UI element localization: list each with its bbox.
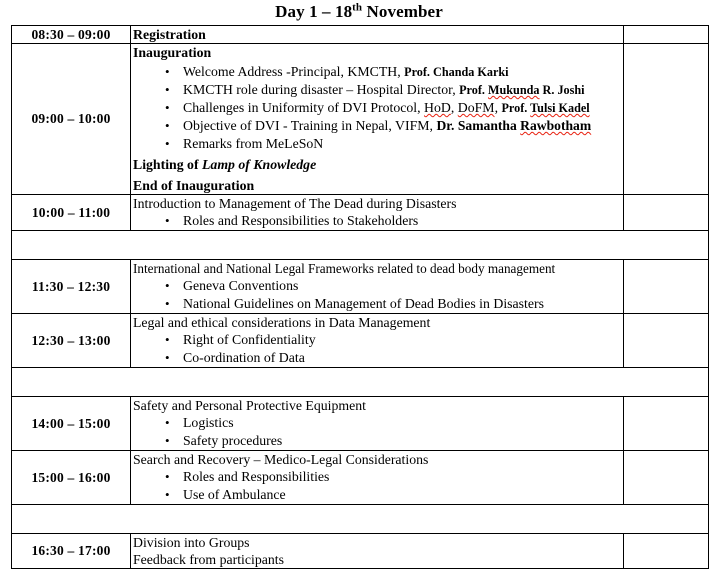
row-extra-cell <box>624 26 709 44</box>
list-item <box>131 63 623 81</box>
row-heading: Registration <box>133 27 206 42</box>
table-row <box>12 260 709 314</box>
row-bullet-list <box>131 63 623 153</box>
row-heading: Legal and ethical considerations in Data Management <box>133 315 431 330</box>
spacer-row <box>12 231 709 260</box>
list-item <box>131 414 623 432</box>
bullet-text: KMCTH role during disaster – Hospital Director, <box>183 82 460 97</box>
row-time-cell: 15:00 – 16:00 <box>12 451 131 505</box>
row-heading: International and National Legal Frameworks related to dead body management <box>133 261 556 276</box>
bullet-text: Geneva Conventions <box>183 278 299 293</box>
schedule-table <box>11 25 709 569</box>
row-topic-cell <box>131 314 624 368</box>
bullet-text: Roles and Responsibilities <box>183 469 330 484</box>
speaker-title: Prof. <box>459 83 488 97</box>
footer-emphasis: Lamp of Knowledge <box>202 157 317 172</box>
list-item <box>131 117 623 135</box>
row-bullet-list <box>131 331 623 367</box>
spacer-row <box>12 368 709 397</box>
speaker-name-misspelled: Tulsi Kadel <box>530 101 590 115</box>
page-title-suffix: November <box>362 2 443 21</box>
list-item <box>131 277 623 295</box>
table-row <box>12 314 709 368</box>
list-item <box>131 349 623 367</box>
row-topic-cell <box>131 397 624 451</box>
row-heading: Inauguration <box>133 45 212 60</box>
table-row <box>12 195 709 231</box>
row-extra-cell <box>624 397 709 451</box>
row-bullet-list <box>131 212 623 230</box>
table-row <box>12 534 709 569</box>
row-heading: Division into Groups <box>133 535 250 550</box>
speaker-title: Dr. Samantha <box>436 118 521 133</box>
separator: , <box>450 100 458 115</box>
row-time-cell: 12:30 – 13:00 <box>12 314 131 368</box>
row-extra-cell <box>624 451 709 505</box>
bullet-text: Right of Confidentiality <box>183 332 316 347</box>
row-extra-cell <box>624 314 709 368</box>
bullet-text: National Guidelines on Management of Dead Bodies in Disasters <box>183 296 544 311</box>
row-extra-cell <box>624 534 709 569</box>
list-item <box>131 212 623 230</box>
page-title-ordinal-suffix: th <box>352 1 363 14</box>
row-topic-cell <box>131 195 624 231</box>
footer-label: Lighting of <box>133 157 202 172</box>
bullet-text: Challenges in Uniformity of DVI Protocol, <box>183 100 425 115</box>
row-topic-cell <box>131 451 624 505</box>
row-time-cell: 14:00 – 15:00 <box>12 397 131 451</box>
speaker-name-tail: R. Joshi <box>539 83 585 97</box>
bullet-text: Welcome Address -Principal, KMCTH, <box>183 64 405 79</box>
row-bullet-list <box>131 277 623 313</box>
row-heading: Safety and Personal Protective Equipment <box>133 398 366 413</box>
bullet-text: Use of Ambulance <box>183 487 286 502</box>
abbrev-misspelled-hod: HoD <box>424 100 451 115</box>
page-title-prefix: Day 1 – 18 <box>275 2 353 21</box>
row-topic-cell <box>131 534 624 569</box>
separator: , <box>494 100 502 115</box>
row-time-cell: 08:30 – 09:00 <box>12 26 131 44</box>
speaker-name-misspelled: Mukunda <box>488 83 540 97</box>
bullet-text: Logistics <box>183 415 234 430</box>
page-title <box>0 0 718 25</box>
bullet-text: Remarks from MeLeSoN <box>183 136 324 151</box>
row-time-cell: 09:00 – 10:00 <box>12 44 131 195</box>
speaker-title: Prof. <box>501 101 531 115</box>
table-row <box>12 397 709 451</box>
list-item <box>131 432 623 450</box>
row-extra-cell <box>624 44 709 195</box>
row-time-cell: 11:30 – 12:30 <box>12 260 131 314</box>
row-footer-line: End of Inauguration <box>133 178 255 193</box>
list-item <box>131 81 623 99</box>
row-heading: Introduction to Management of The Dead during Disasters <box>133 196 457 211</box>
spacer-cell <box>12 505 709 534</box>
bullet-text: Co-ordination of Data <box>183 350 305 365</box>
list-item <box>131 295 623 313</box>
list-item <box>131 99 623 117</box>
row-topic-cell <box>131 260 624 314</box>
row-time-cell: 16:30 – 17:00 <box>12 534 131 569</box>
spacer-cell <box>12 368 709 397</box>
speaker-name-misspelled: Rawbotham <box>520 118 592 133</box>
list-item <box>131 331 623 349</box>
row-bullet-list <box>131 414 623 450</box>
bullet-text: Safety procedures <box>183 433 283 448</box>
row-time-cell: 10:00 – 11:00 <box>12 195 131 231</box>
table-row <box>12 26 709 44</box>
speaker-name: Prof. Chanda Karki <box>404 65 509 79</box>
abbrev-misspelled-dofm: DoFM <box>457 100 495 115</box>
spacer-row <box>12 505 709 534</box>
spacer-cell <box>12 231 709 260</box>
list-item <box>131 135 623 153</box>
schedule-table-body <box>12 26 709 569</box>
row-heading: Search and Recovery – Medico-Legal Considerations <box>133 452 429 467</box>
row-extra-cell <box>624 195 709 231</box>
row-bullet-list <box>131 468 623 504</box>
bullet-text: Roles and Responsibilities to Stakeholders <box>183 213 419 228</box>
row-topic-cell <box>131 44 624 195</box>
row-second-line: Feedback from participants <box>133 552 284 567</box>
row-footer-line <box>131 153 623 173</box>
table-row <box>12 44 709 195</box>
list-item <box>131 486 623 504</box>
bullet-text: Objective of DVI - Training in Nepal, VIFM, <box>183 118 437 133</box>
list-item <box>131 468 623 486</box>
table-row <box>12 451 709 505</box>
row-topic-cell <box>131 26 624 44</box>
row-extra-cell <box>624 260 709 314</box>
